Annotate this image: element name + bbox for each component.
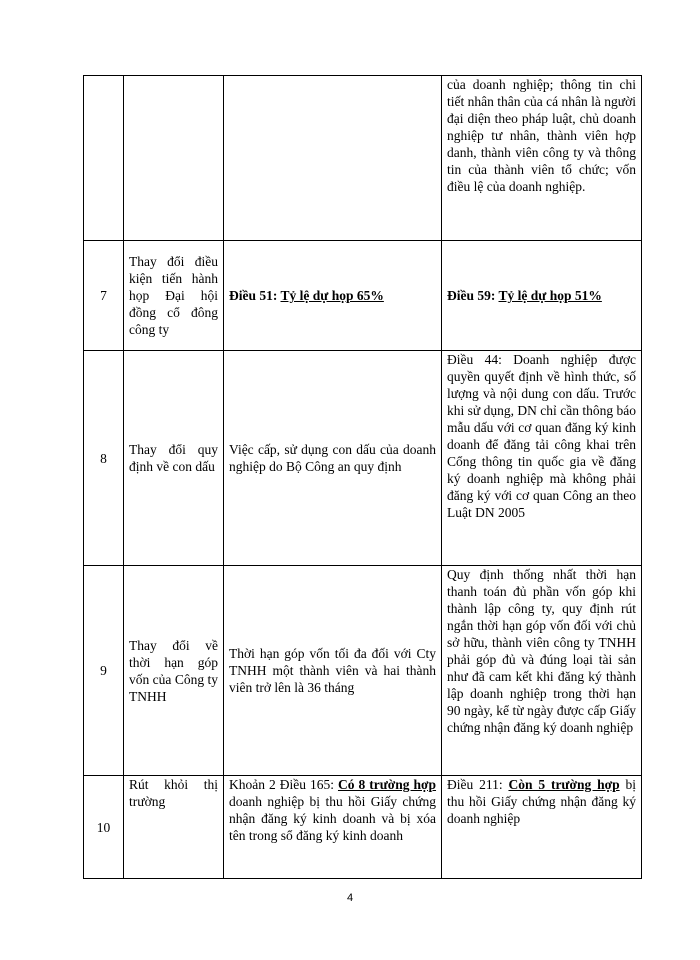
row-new-rule: Điều 44: Doanh nghiệp được quyền quyết định về hình thức, số lượng và nội dung con dấu. Trước khi sử dụng, DN chỉ cần thông báo mẫu dấu với cơ quan đăng ký kinh doanh để đăng tải công khai trên Cổng thông tin quốc gia về đăng ký doanh nghiệp mà không phải đăng ký với cơ quan Công an theo Luật DN 2005 [442, 351, 642, 566]
emphasis-text: Còn 5 trường hợp [508, 777, 620, 792]
row-new-rule [442, 241, 642, 351]
row-topic: Thay đổi về thời hạn góp vốn của Công ty TNHH [124, 566, 224, 776]
emphasis-text: Tỷ lệ dự họp 65% [280, 288, 384, 303]
article-ref: Điều 59: [447, 288, 499, 303]
row-new-rule [442, 776, 642, 879]
table-row [84, 241, 642, 351]
table-row [84, 76, 642, 241]
table-row [84, 566, 642, 776]
row-new-rule: của doanh nghiệp; thông tin chi tiết nhân thân của cá nhân là người đại diện theo pháp luật, chủ doanh nghiệp tư nhân, thành viên hợp danh, thành viên công ty và thông tin của thành viên tổ chức; vốn điều lệ của doanh nghiệp. [442, 76, 642, 241]
row-old-rule [224, 76, 442, 241]
page-number: 4 [346, 892, 354, 904]
row-old-rule [224, 776, 442, 879]
article-ref: Điều 211: [447, 777, 509, 792]
row-topic: Thay đổi điều kiện tiến hành họp Đại hội đồng cổ đông công ty [124, 241, 224, 351]
row-topic: Rút khỏi thị trường [124, 776, 224, 879]
table-row [84, 776, 642, 879]
row-number: 9 [84, 566, 124, 776]
row-new-rule: Quy định thống nhất thời hạn thanh toán đủ phần vốn góp khi thành lập công ty, quy định rút ngắn thời hạn góp vốn đối với chủ sở hữu, thành viên công ty TNHH phải góp đủ và đúng loại tài sản như đã cam kết khi đăng ký thành lập doanh nghiệp trong thời hạn 90 ngày, kể từ ngày được cấp Giấy chứng nhận đăng ký doanh nghiệp [442, 566, 642, 776]
row-number [84, 76, 124, 241]
row-number: 10 [84, 776, 124, 879]
row-number: 8 [84, 351, 124, 566]
rule-text: bị thu hồi Giấy chứng nhận đăng ký doanh nghiệp [447, 777, 636, 826]
row-number: 7 [84, 241, 124, 351]
row-old-rule: Thời hạn góp vốn tối đa đối với Cty TNHH một thành viên và hai thành viên trở lên là 36 tháng [224, 566, 442, 776]
article-ref: Điều 51: [229, 288, 281, 303]
emphasis-text: Có 8 trường hợp [337, 777, 437, 792]
emphasis-text: Tỷ lệ dự họp 51% [498, 288, 602, 303]
row-old-rule [224, 241, 442, 351]
article-ref: Khoản 2 Điều 165: [229, 777, 338, 792]
rule-text: doanh nghiệp bị thu hồi Giấy chứng nhận đăng ký kinh doanh và bị xóa tên trong sổ đăng ký kinh doanh [229, 794, 436, 843]
row-topic [124, 76, 224, 241]
table-row [84, 351, 642, 566]
comparison-table [83, 75, 642, 879]
row-topic: Thay đổi quy định về con dấu [124, 351, 224, 566]
row-old-rule: Việc cấp, sử dụng con dấu của doanh nghiệp do Bộ Công an quy định [224, 351, 442, 566]
